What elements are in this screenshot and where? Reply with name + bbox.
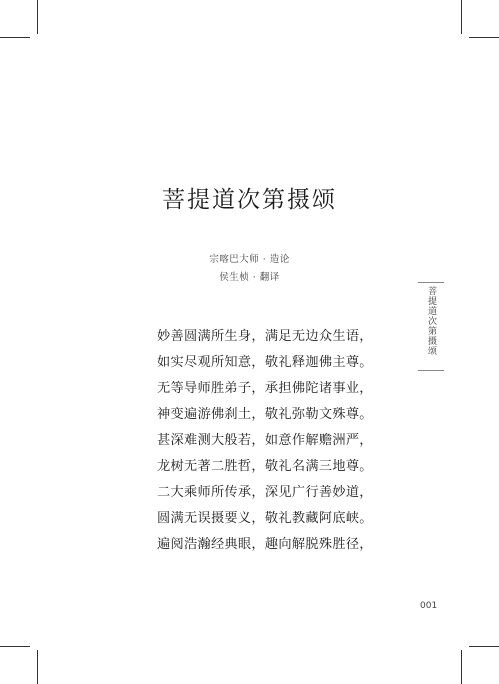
verse-line: 神变遍游佛刹土，敬礼弥勒文殊尊。 (157, 407, 373, 422)
crop-mark-bottom-right-v (461, 650, 462, 684)
crop-mark-top-right-v (461, 0, 462, 34)
crop-mark-top-right-h (469, 37, 499, 38)
page-number: 001 (420, 601, 438, 611)
crop-mark-bottom-left-v (37, 650, 38, 684)
verse-block (157, 328, 377, 562)
verse-line: 圆满无误摄要义，敬礼教藏阿底峡。 (157, 511, 373, 526)
page-title: 菩提道次第摄颂 (162, 187, 337, 213)
crop-mark-top-left-h (0, 37, 30, 38)
verse-line: 妙善圆满所生身，满足无边众生语， (157, 329, 373, 344)
author-line: 宗喀巴大师 · 造论 (209, 254, 290, 265)
verse-line: 龙树无著二胜哲，敬礼名满三地尊。 (157, 459, 373, 474)
translator-line: 侯生桢 · 翻译 (219, 272, 280, 283)
verse-line: 遍阅浩瀚经典眼，趣向解脱殊胜径， (157, 537, 373, 552)
crop-mark-top-left-v (37, 0, 38, 34)
crop-mark-bottom-left-h (0, 646, 30, 647)
crop-mark-bottom-right-h (469, 646, 499, 647)
verse-line: 二大乘师所传承，深见广行善妙道， (157, 485, 373, 500)
verse-line: 无等导师胜弟子，承担佛陀诸事业， (157, 381, 373, 396)
side-title-rule-bottom (418, 370, 444, 371)
side-title-rule-top (418, 282, 444, 283)
verse-line: 如实尽观所知意，敬礼释迦佛主尊。 (157, 355, 373, 370)
side-running-title: 菩提道次第摄颂 (426, 286, 436, 356)
verse-line: 甚深难测大般若，如意作解赡洲严， (157, 433, 373, 448)
